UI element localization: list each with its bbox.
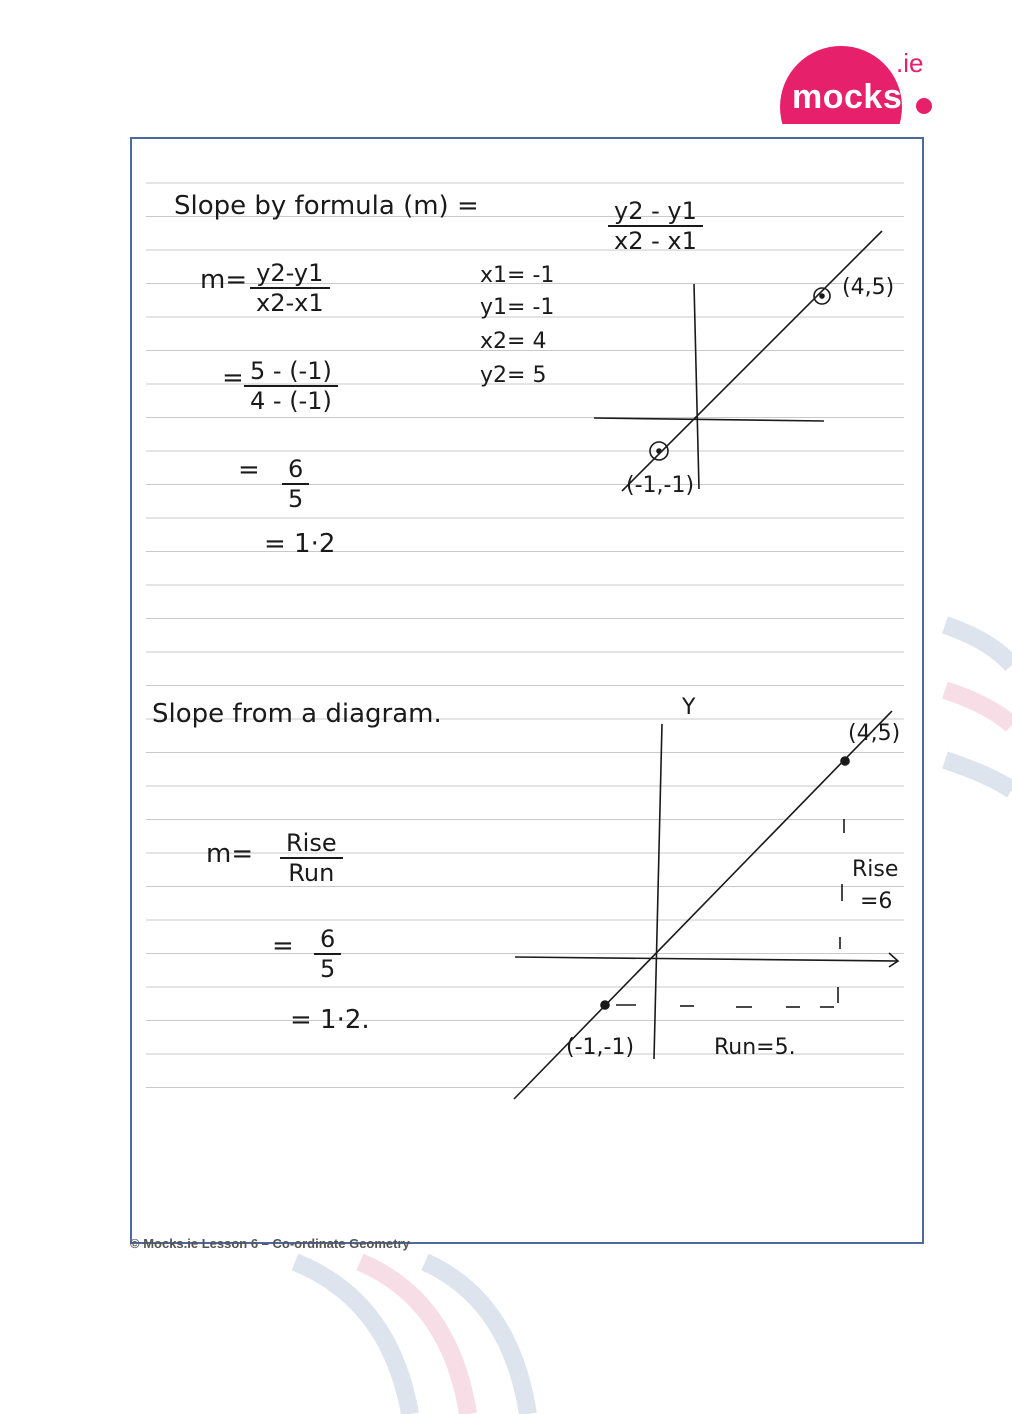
diagram2-y-axis-label: Y [682,695,696,720]
result-decimal: = 1·2 [264,529,336,559]
result-fraction [282,455,309,513]
rise-numerator: Rise [280,829,343,859]
diagram1-x-axis [594,418,824,421]
equals-sign: = [238,455,260,485]
section2-heading: Slope from a diagram. [152,699,442,729]
result-numerator: 6 [282,455,309,485]
substitution-fraction [244,357,338,415]
m-fraction [250,259,330,317]
rise-value: =6 [860,889,893,914]
formula-denominator: x2 - x1 [614,227,697,255]
logo-suffix: .ie [896,48,924,78]
substitution-numerator: 5 - (-1) [244,357,338,387]
mocks-logo [780,40,940,130]
section1-formula [608,197,703,255]
diagram2-point-b [601,1001,609,1009]
diagram2-point-a [841,757,849,765]
result-decimal: = 1·2. [290,1005,370,1035]
result-denominator: 5 [320,955,336,983]
m-label: m= [206,839,254,869]
section1-heading: Slope by formula (m) = [174,191,479,221]
diagram-1 [594,231,882,491]
result-numerator: 6 [314,925,341,955]
m-denominator: x2-x1 [256,289,324,317]
equals-sign: = [272,931,294,961]
diagram1-point-b-label: (-1,-1) [626,473,695,498]
m-numerator: y2-y1 [250,259,330,289]
result-denominator: 5 [288,485,304,513]
formula-numerator: y2 - y1 [608,197,703,227]
diagram2-point-b-label: (-1,-1) [566,1035,635,1060]
diagram2-x-axis [515,957,897,961]
run-label: Run=5. [714,1035,796,1060]
handwritten-notes-sheet [130,137,924,1244]
run-denominator: Run [288,859,335,887]
diagram2-y-axis [654,724,662,1059]
value-y2: y2= 5 [480,363,547,388]
rise-label: Rise [852,857,899,882]
diagram1-point-a-label: (4,5) [842,275,895,300]
m-label: m= [200,265,248,295]
logo-brand: mocks [792,78,903,116]
substitution-denominator: 4 - (-1) [250,387,332,415]
diagram2-point-a-label: (4,5) [848,721,901,746]
value-x2: x2= 4 [480,329,547,354]
logo-dot [916,98,932,114]
equals-sign: = [222,363,244,393]
value-y1: y1= -1 [480,295,555,320]
result-fraction [314,925,341,983]
rise-over-run-fraction [280,829,343,887]
footer-caption: © Mocks.ie Lesson 6 – Co-ordinate Geometry [130,1236,410,1251]
diagram1-y-axis [694,284,699,489]
value-x1: x1= -1 [480,263,555,288]
